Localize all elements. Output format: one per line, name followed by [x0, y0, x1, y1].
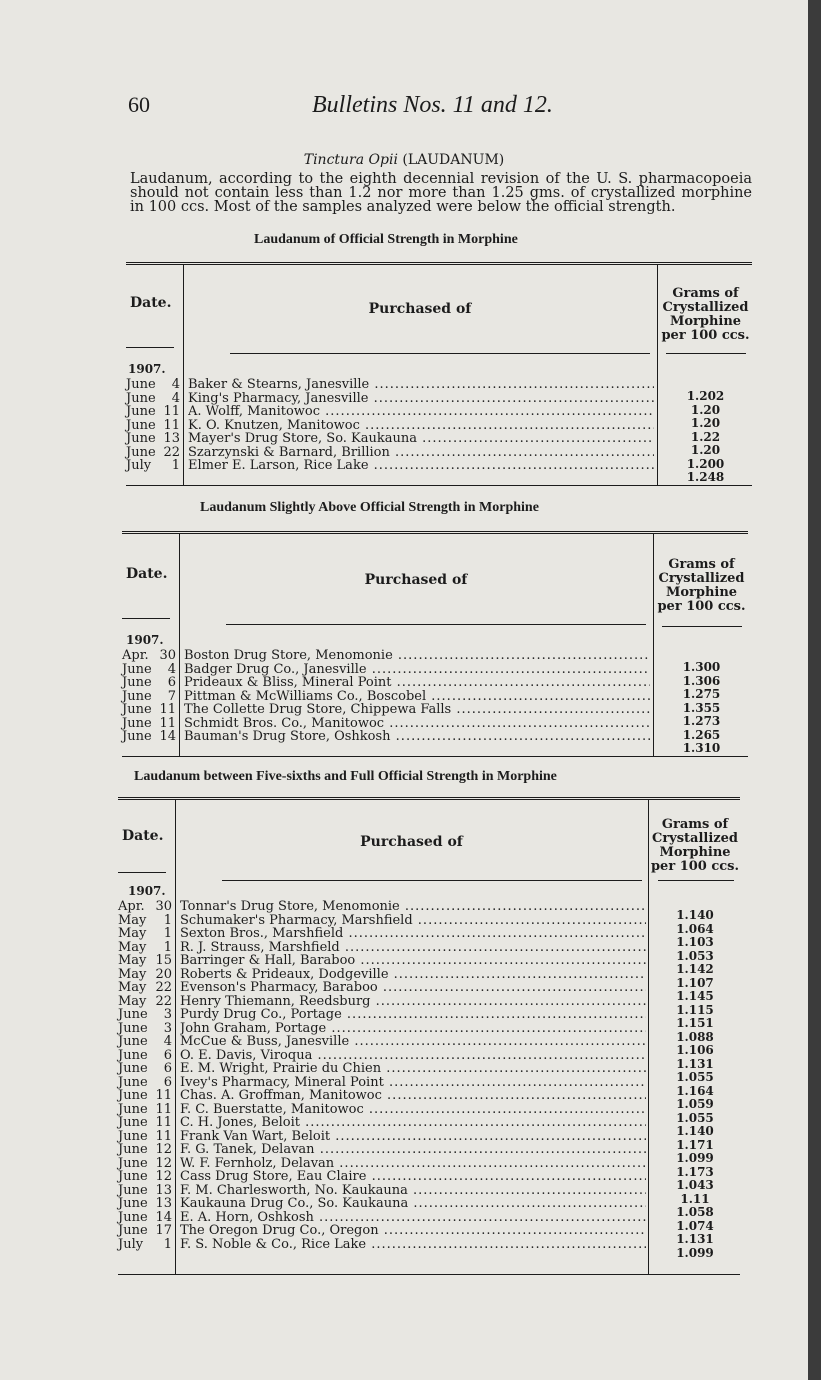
month: June [118, 1020, 148, 1036]
grams-header: Grams of Crystallized Morphine per 100 ccs. [657, 557, 746, 614]
grams-cell: 1.055 [676, 1110, 714, 1125]
table-1 [126, 262, 752, 486]
grams-header: Grams of Crystallized Morphine per 100 ccs. [650, 817, 740, 874]
day: 17 [155, 1223, 172, 1238]
month: May [118, 953, 147, 968]
purchased-header: Purchased of [364, 572, 468, 588]
purchased-cell: Badger Drug Co., Janesville ..... [184, 662, 650, 677]
day: 1 [171, 458, 180, 473]
month: June [118, 1169, 148, 1184]
table-row [118, 1196, 648, 1210]
day: 1 [163, 1236, 172, 1252]
year-label: 1907. [126, 633, 164, 647]
table-row [118, 940, 648, 954]
purchased-cell: E. M. Wright, Prairie du Chien ..... [180, 1061, 646, 1076]
purchased-cell: C. H. Jones, Beloit ..... [180, 1115, 646, 1130]
purchased-cell: The Oregon Drug Co., Oregon ..... [180, 1223, 646, 1238]
table-3 [118, 797, 740, 1275]
day: 1 [163, 926, 172, 941]
month: May [118, 912, 147, 928]
month: June [118, 1101, 148, 1117]
day: 4 [167, 661, 176, 677]
day: 12 [155, 1142, 172, 1157]
year-label: 1907. [128, 362, 166, 376]
grams-cell: 1.355 [682, 700, 721, 715]
day: 13 [155, 1182, 172, 1198]
table-row [122, 662, 653, 676]
month: May [118, 980, 147, 995]
purchased-cell: Sexton Bros., Marshfield ..... [180, 926, 646, 941]
day: 6 [163, 1074, 172, 1090]
table-row [122, 716, 653, 730]
grams-cell: 1.099 [676, 1151, 714, 1165]
page-number: 60 [128, 92, 150, 117]
grams-cell: 1.310 [682, 741, 721, 755]
day: 3 [163, 1020, 172, 1036]
month: June [118, 1074, 148, 1090]
intro-paragraph: Laudanum, according to the eighth decennial revision of the U. S. pharmacopoeia should not contain less than 1.2 nor more than 1.25 gms. of crystallized morphine in 100 ccs. Most of the samples analyzed were below the official strength. [130, 171, 752, 215]
day: 22 [155, 980, 172, 995]
table-2-values [655, 660, 748, 755]
month: June [122, 729, 152, 744]
day: 20 [155, 966, 172, 982]
grams-cell: 1.140 [676, 1124, 714, 1138]
table-row [118, 1183, 648, 1197]
grams-cell: 1.131 [676, 1232, 714, 1246]
purchased-cell: A. Wolff, Manitowoc ..... [188, 404, 654, 419]
grams-cell: 1.20 [690, 443, 721, 457]
grams-cell: 1.171 [676, 1137, 714, 1152]
day: 6 [167, 675, 176, 690]
purchased-cell: Frank Van Wart, Beloit ..... [180, 1129, 646, 1144]
month: June [118, 1128, 148, 1144]
month: May [118, 926, 147, 941]
day: 11 [155, 1128, 172, 1144]
grams-cell: 1.043 [676, 1178, 714, 1192]
day: 14 [155, 1209, 172, 1225]
grams-cell: 1.088 [676, 1029, 714, 1044]
purchased-cell: K. O. Knutzen, Manitowoc ..... [188, 418, 654, 433]
date-header: Date. [126, 566, 168, 582]
month: June [122, 715, 152, 731]
table-row [118, 1021, 648, 1035]
month: June [118, 1142, 148, 1157]
month: June [118, 1007, 148, 1022]
table-row [118, 1142, 648, 1156]
purchased-cell: Pittman & McWilliams Co., Boscobel ..... [184, 689, 650, 704]
day: 13 [163, 431, 180, 446]
table-row [118, 980, 648, 994]
day: 11 [159, 715, 176, 731]
month: June [118, 1196, 148, 1211]
month: June [118, 1209, 148, 1225]
grams-cell: 1.11 [680, 1191, 710, 1206]
table-row [118, 994, 648, 1008]
table-row [118, 1088, 648, 1102]
day: 11 [163, 417, 180, 433]
table-row [118, 1034, 648, 1048]
grams-cell: 1.055 [676, 1070, 714, 1084]
purchased-cell: Schmidt Bros. Co., Manitowoc ..... [184, 716, 650, 731]
purchased-header: Purchased of [368, 301, 472, 317]
purchased-cell: Henry Thiemann, Reedsburg ..... [180, 994, 646, 1009]
table-row [118, 953, 648, 967]
month: June [118, 1115, 148, 1130]
purchased-cell: Barringer & Hall, Baraboo ..... [180, 953, 646, 968]
grams-cell: 1.22 [690, 429, 721, 444]
table-row [118, 1129, 648, 1143]
day: 12 [155, 1155, 172, 1171]
day: 22 [163, 444, 180, 460]
month: June [118, 1061, 148, 1076]
table-2-rows [122, 648, 653, 743]
grams-cell: 1.202 [686, 389, 725, 403]
purchased-cell: McCue & Buss, Janesville ..... [180, 1034, 646, 1049]
grams-cell: 1.265 [682, 727, 721, 742]
month: May [118, 993, 147, 1009]
day: 11 [155, 1115, 172, 1130]
latin-title: Tinctura Opii [303, 152, 398, 168]
grams-cell: 1.074 [676, 1218, 714, 1233]
purchased-cell: R. J. Strauss, Marshfield ..... [180, 940, 646, 955]
day: 11 [159, 702, 176, 717]
day: 6 [163, 1061, 172, 1076]
grams-cell: 1.106 [676, 1043, 714, 1057]
day: 3 [163, 1007, 172, 1022]
date-header: Date. [122, 828, 164, 844]
purchased-cell: Boston Drug Store, Menomonie ..... [184, 648, 650, 663]
section-title [0, 152, 808, 168]
day: 30 [159, 648, 176, 663]
day: 22 [155, 993, 172, 1009]
purchased-cell: F. C. Buerstatte, Manitowoc ..... [180, 1102, 646, 1117]
common-title: (LAUDANUM) [402, 152, 505, 168]
day: 11 [155, 1101, 172, 1117]
grams-cell: 1.145 [676, 989, 714, 1003]
grams-cell: 1.200 [686, 456, 725, 471]
table-row [126, 404, 657, 418]
grams-cell: 1.107 [676, 975, 714, 990]
month: June [122, 702, 152, 717]
day: 6 [163, 1047, 172, 1063]
purchased-cell: Prideaux & Bliss, Mineral Point ..... [184, 675, 650, 690]
grams-column-divider [657, 265, 658, 485]
month: June [118, 1182, 148, 1198]
grams-cell: 1.140 [676, 908, 714, 922]
month: June [118, 1223, 148, 1238]
grams-cell: 1.151 [676, 1016, 714, 1030]
month: Apr. [118, 899, 145, 914]
day: 4 [163, 1034, 172, 1049]
day: 11 [163, 404, 180, 419]
table-row [118, 1061, 648, 1075]
month: June [118, 1047, 148, 1063]
purchased-cell: Roberts & Prideaux, Dodgeville ..... [180, 967, 646, 982]
grams-cell: 1.115 [676, 1002, 714, 1017]
table-1-rows [126, 377, 657, 472]
purchased-cell: John Graham, Portage ..... [180, 1021, 646, 1036]
purchased-cell: E. A. Horn, Oshkosh ..... [180, 1210, 646, 1225]
grams-cell: 1.273 [682, 714, 721, 728]
purchased-cell: Bauman's Drug Store, Oshkosh ..... [184, 729, 650, 744]
purchased-cell: Chas. A. Groffman, Manitowoc ..... [180, 1088, 646, 1103]
month: June [126, 377, 156, 392]
table-row [122, 702, 653, 716]
purchased-cell: Mayer's Drug Store, So. Kaukauna ..... [188, 431, 654, 446]
day: 11 [155, 1088, 172, 1103]
month: June [118, 1155, 148, 1171]
day: 15 [155, 953, 172, 968]
grams-cell: 1.053 [676, 948, 714, 963]
month: June [122, 661, 152, 677]
table-2 [122, 531, 748, 757]
month: June [126, 417, 156, 433]
table-row [122, 675, 653, 689]
table-row [122, 729, 653, 743]
month: June [126, 444, 156, 460]
table-row [118, 1048, 648, 1062]
date-header: Date. [130, 295, 172, 311]
day: 4 [171, 390, 180, 406]
table-row [118, 926, 648, 940]
month: June [118, 1088, 148, 1103]
table-3-rows [118, 899, 648, 1250]
table-row [118, 913, 648, 927]
day: 4 [171, 377, 180, 392]
purchased-cell: O. E. Davis, Viroqua ..... [180, 1048, 646, 1063]
purchased-cell: F. G. Tanek, Delavan ..... [180, 1142, 646, 1157]
purchased-cell: F. S. Noble & Co., Rice Lake ..... [180, 1237, 646, 1252]
month: June [126, 404, 156, 419]
purchased-cell: Cass Drug Store, Eau Claire ..... [180, 1169, 646, 1184]
table-row [118, 1115, 648, 1129]
table-1-title: Laudanum of Official Strength in Morphine [254, 232, 518, 247]
grams-cell: 1.20 [690, 402, 721, 417]
day: 7 [167, 688, 176, 704]
day: 14 [159, 729, 176, 744]
table-row [122, 648, 653, 662]
grams-header: Grams of Crystallized Morphine per 100 ccs. [661, 286, 750, 343]
running-title: Bulletins Nos. 11 and 12. [312, 92, 553, 118]
grams-cell: 1.142 [676, 962, 714, 976]
purchased-cell: Tonnar's Drug Store, Menomonie ..... [180, 899, 646, 914]
purchased-cell: Szarzynski & Barnard, Brillion ..... [188, 445, 654, 460]
grams-cell: 1.058 [676, 1205, 714, 1219]
purchased-cell: The Collette Drug Store, Chippewa Falls ..... [184, 702, 650, 717]
month: June [126, 390, 156, 406]
table-row [118, 1169, 648, 1183]
day: 13 [155, 1196, 172, 1211]
table-row [118, 1210, 648, 1224]
purchased-cell: Baker & Stearns, Janesville ..... [188, 377, 654, 392]
grams-cell: 1.248 [686, 470, 725, 484]
table-row [118, 899, 648, 913]
table-row [118, 1237, 648, 1251]
day: 1 [163, 939, 172, 955]
grams-column-divider [653, 534, 654, 756]
grams-cell: 1.173 [676, 1164, 714, 1179]
month: May [118, 966, 147, 982]
grams-cell: 1.275 [682, 687, 721, 701]
purchased-header: Purchased of [360, 834, 463, 850]
purchased-cell: King's Pharmacy, Janesville ..... [188, 391, 654, 406]
grams-cell: 1.131 [676, 1056, 714, 1071]
purchased-cell: Schumaker's Pharmacy, Marshfield ..... [180, 913, 646, 928]
table-row [118, 967, 648, 981]
grams-cell: 1.300 [682, 660, 721, 674]
day: 12 [155, 1169, 172, 1184]
table-row [118, 1075, 648, 1089]
grams-cell: 1.103 [676, 935, 714, 949]
purchased-cell: Kaukauna Drug Co., So. Kaukauna ..... [180, 1196, 646, 1211]
table-row [126, 458, 657, 472]
table-row [122, 689, 653, 703]
table-row [118, 1223, 648, 1237]
table-2-title: Laudanum Slightly Above Official Strength in Morphine [200, 500, 539, 515]
purchased-cell: W. F. Fernholz, Delavan ..... [180, 1156, 646, 1171]
purchased-cell: Evenson's Pharmacy, Baraboo ..... [180, 980, 646, 995]
grams-cell: 1.306 [682, 673, 721, 688]
month: July [126, 458, 152, 473]
grams-cell: 1.064 [676, 921, 714, 936]
purchased-cell: Purdy Drug Co., Portage ..... [180, 1007, 646, 1022]
month: Apr. [122, 648, 149, 663]
table-row [118, 1102, 648, 1116]
table-row [126, 418, 657, 432]
table-1-values [659, 389, 752, 484]
table-row [126, 391, 657, 405]
month: June [122, 675, 152, 690]
day: 30 [155, 899, 172, 914]
table-row [118, 1007, 648, 1021]
table-3-values [650, 908, 740, 1259]
purchased-cell: F. M. Charlesworth, No. Kaukauna ..... [180, 1183, 646, 1198]
month: July [118, 1236, 144, 1252]
grams-cell: 1.164 [676, 1083, 714, 1098]
table-row [118, 1156, 648, 1170]
grams-cell: 1.099 [676, 1245, 714, 1260]
purchased-cell: Ivey's Pharmacy, Mineral Point ..... [180, 1075, 646, 1090]
grams-cell: 1.059 [676, 1097, 714, 1111]
table-row [126, 445, 657, 459]
table-3-title: Laudanum between Five-sixths and Full Official Strength in Morphine [134, 769, 557, 784]
month: June [118, 1034, 148, 1049]
grams-cell: 1.20 [690, 416, 721, 430]
table-row [126, 431, 657, 445]
purchased-cell: Elmer E. Larson, Rice Lake ..... [188, 458, 654, 473]
month: June [126, 431, 156, 446]
table-row [126, 377, 657, 391]
year-label: 1907. [128, 884, 166, 898]
month: May [118, 939, 147, 955]
grams-column-divider [648, 800, 649, 1274]
month: June [122, 688, 152, 704]
day: 1 [163, 912, 172, 928]
